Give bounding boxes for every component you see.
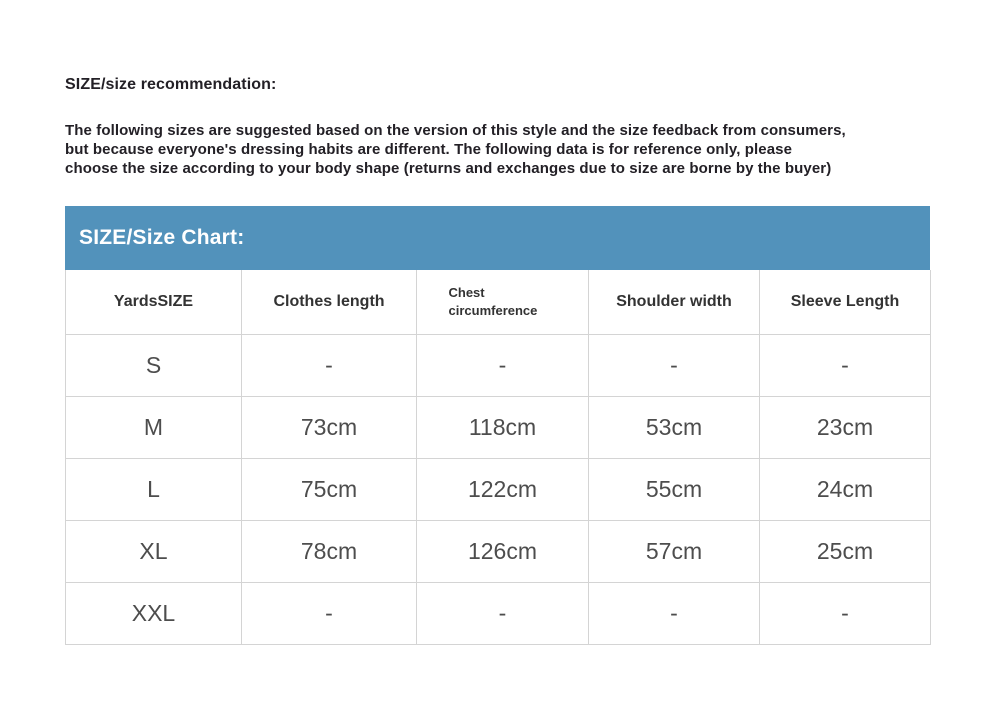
table-row-s [66, 334, 931, 396]
size-cell: XL [66, 520, 242, 582]
value-cell: 53cm [589, 396, 760, 458]
value-cell: - [417, 582, 589, 644]
table-row-xxl [66, 582, 931, 644]
col-header-shoulder-width-label: Shoulder width [616, 292, 732, 310]
value-cell: - [242, 582, 417, 644]
value-cell: - [242, 334, 417, 396]
value-cell: 75cm [242, 458, 417, 520]
value-cell: - [417, 334, 589, 396]
col-header-clothes-length [242, 270, 417, 334]
size-chart-title: SIZE/Size Chart: [79, 226, 245, 249]
table-row-l [66, 458, 931, 520]
table-row-m [66, 396, 931, 458]
table-row-xl [66, 520, 931, 582]
col-header-shoulder-width [589, 270, 760, 334]
col-header-chest-circumference-label: Chest circumference [448, 284, 538, 318]
recommendation-line-2: but because everyone's dressing habits are different. The following data is for reference only, please [65, 141, 793, 158]
value-cell: 126cm [417, 520, 589, 582]
value-cell: 25cm [760, 520, 931, 582]
table-header-row [66, 270, 931, 334]
size-cell: XXL [66, 582, 242, 644]
value-cell: - [589, 582, 760, 644]
recommendation-line-3: choose the size according to your body shape (returns and exchanges due to size are borne by the buyer) [65, 160, 832, 177]
col-header-sleeve-length [760, 270, 931, 334]
col-header-size [66, 270, 242, 334]
value-cell: 122cm [417, 458, 589, 520]
value-cell: 118cm [417, 396, 589, 458]
col-header-sleeve-length-label: Sleeve Length [790, 292, 900, 310]
value-cell: 55cm [589, 458, 760, 520]
size-chart-title-bar [65, 206, 930, 270]
value-cell: 57cm [589, 520, 760, 582]
value-cell: 78cm [242, 520, 417, 582]
value-cell: 23cm [760, 396, 931, 458]
size-recommendation-title: SIZE/size recommendation: [65, 76, 277, 93]
value-cell: 73cm [242, 396, 417, 458]
size-recommendation-text [65, 121, 935, 178]
value-cell: 24cm [760, 458, 931, 520]
size-chart-table [65, 270, 931, 645]
value-cell: - [760, 334, 931, 396]
size-cell: S [66, 334, 242, 396]
size-cell: M [66, 396, 242, 458]
value-cell: - [589, 334, 760, 396]
col-header-size-label: YardsSIZE [113, 292, 194, 310]
col-header-chest-circumference [417, 270, 589, 334]
recommendation-line-1: The following sizes are suggested based on the version of this style and the size feedback from consumers, [65, 122, 846, 139]
value-cell: - [760, 582, 931, 644]
col-header-clothes-length-label: Clothes length [273, 292, 385, 310]
size-cell: L [66, 458, 242, 520]
